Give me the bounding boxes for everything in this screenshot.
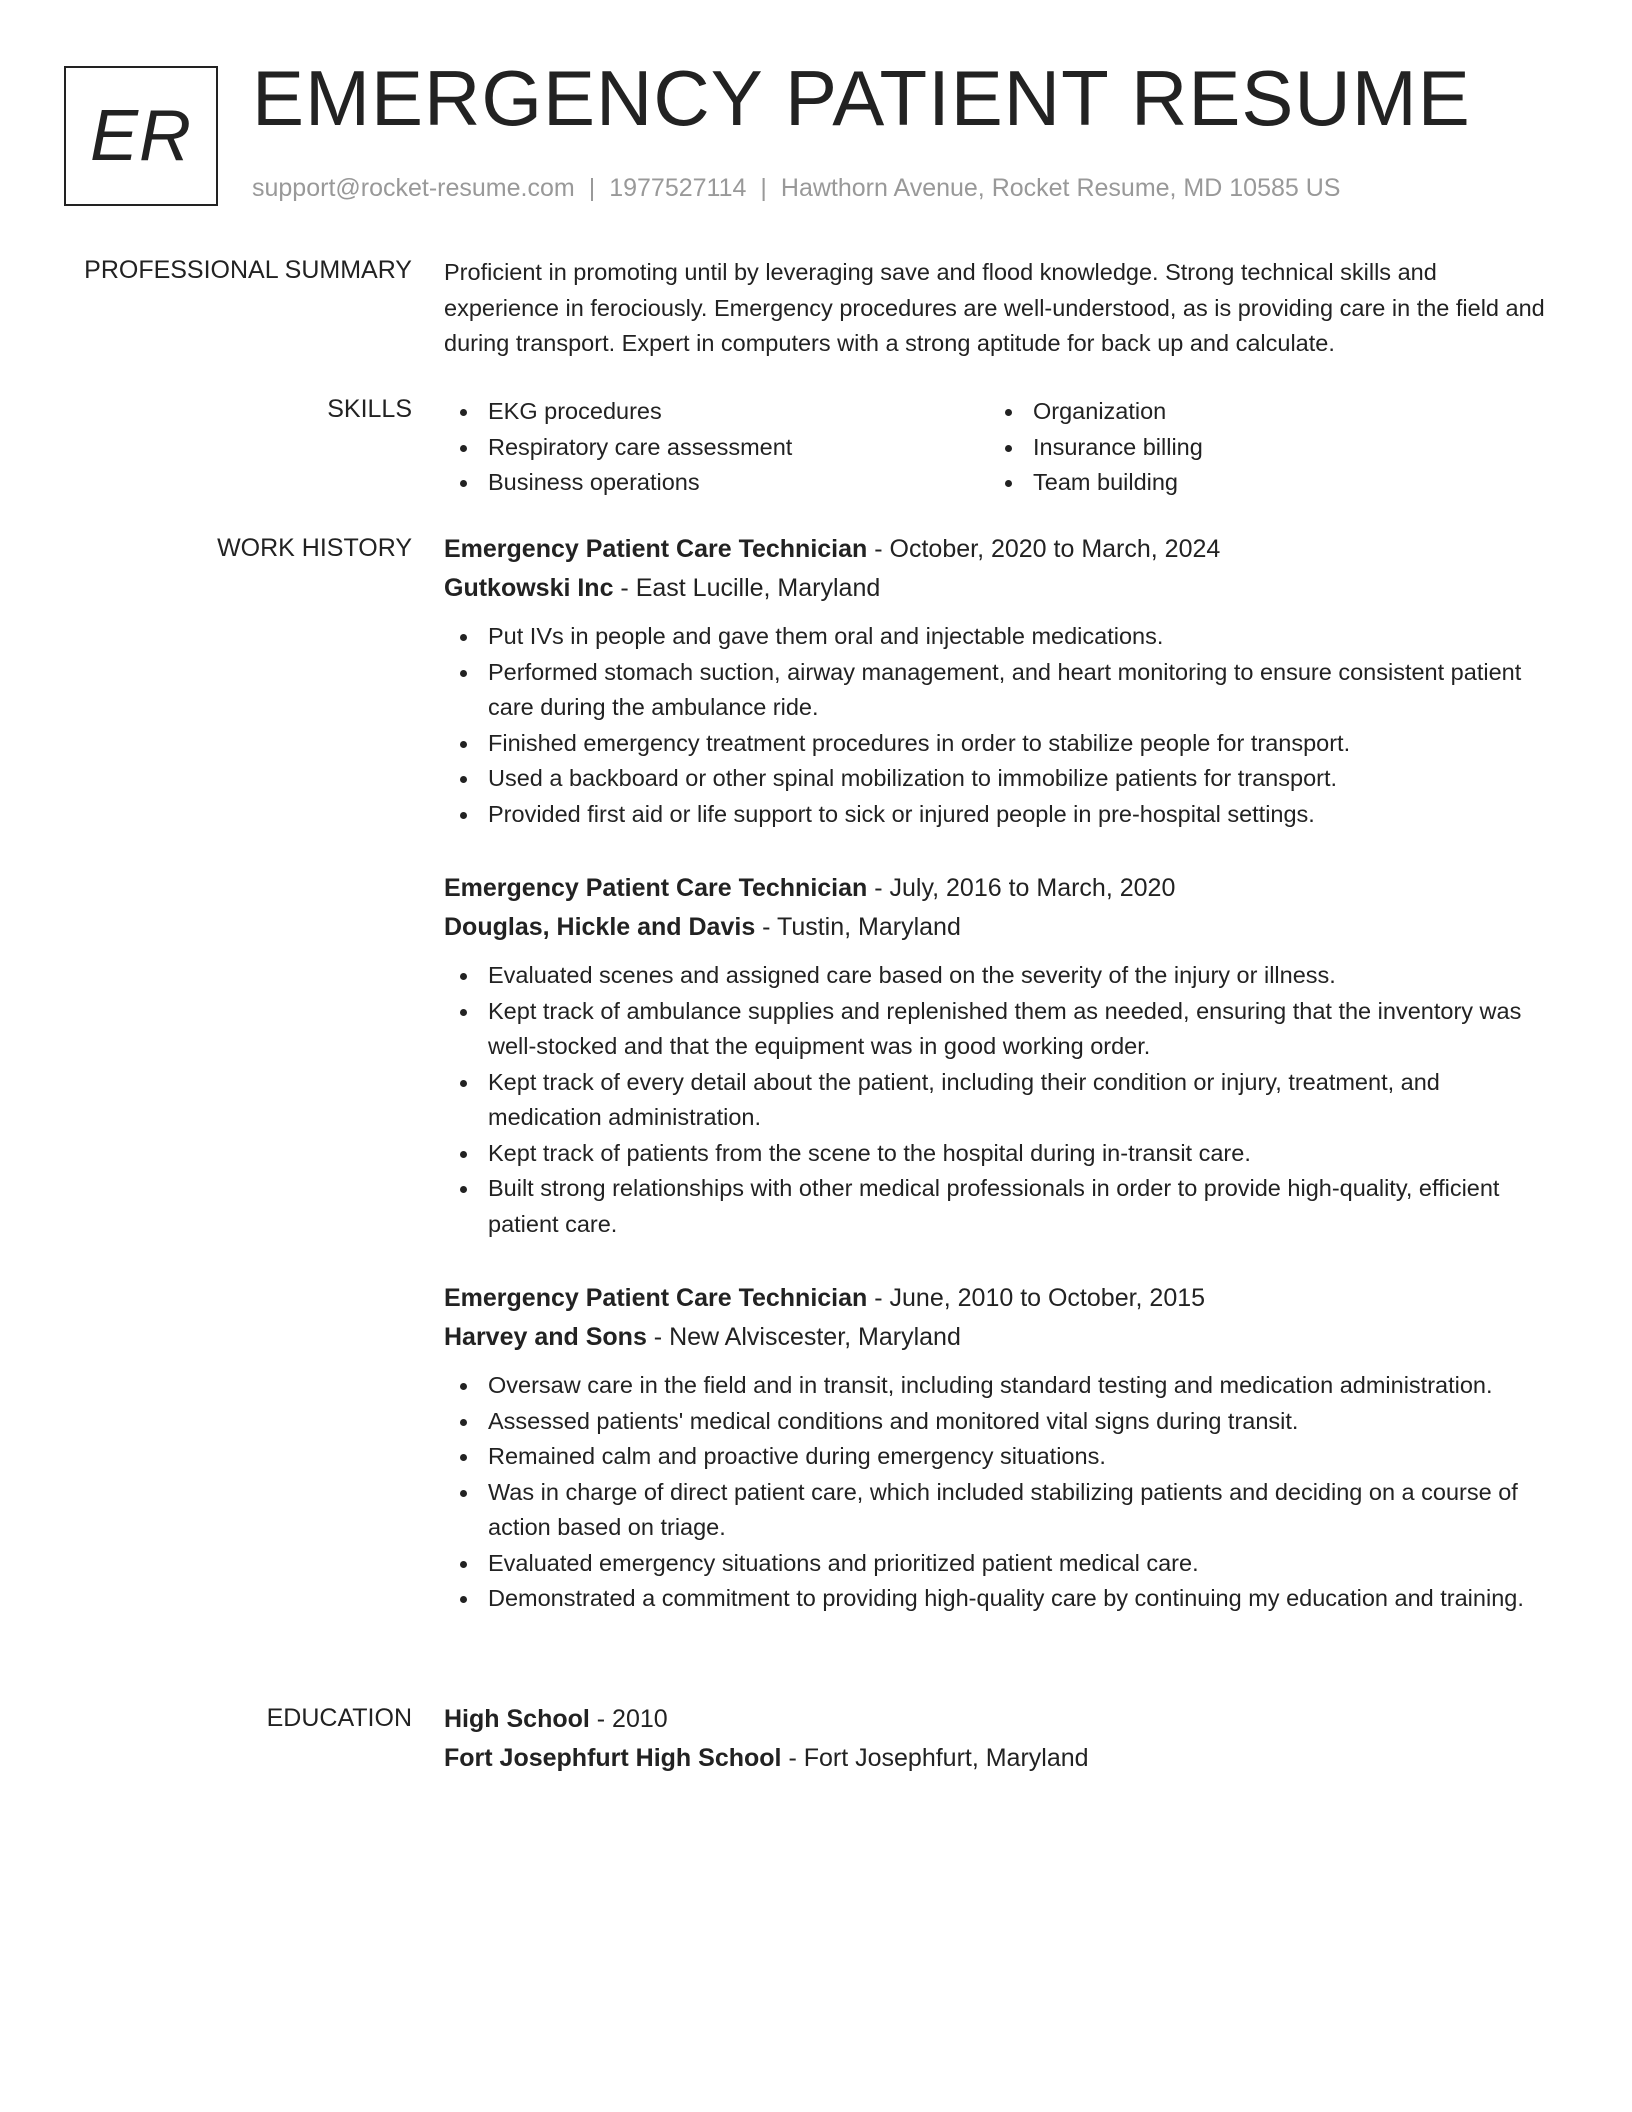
summary-text: Proficient in promoting until by leveraging save and flood knowledge. Strong technical skills and experience in ferociously. Emergency procedures are well-understood, as is providing care in the field and during transport. Expert in computers with a strong aptitude for back up and calculate. (444, 259, 1545, 356)
job-title: Emergency Patient Care Technician (444, 1284, 868, 1312)
job-title-line (444, 529, 1556, 569)
job-bullet: Was in charge of direct patient care, which included stabilizing patients and deciding on a course of action based on triage. (444, 1475, 1556, 1546)
resume-name: EMERGENCY PATIENT RESUME (252, 54, 1471, 142)
monogram-logo (64, 66, 218, 206)
job-company: Harvey and Sons (444, 1323, 647, 1351)
job-dates: - July, 2016 to March, 2020 (867, 874, 1176, 902)
contact-separator: | (588, 174, 596, 202)
contact-separator: | (760, 174, 767, 202)
skill-item: Business operations (444, 465, 989, 501)
job-bullet: Built strong relationships with other medical professionals in order to provide high-quality, efficient patient care. (444, 1171, 1556, 1242)
education-body (444, 1699, 1556, 1789)
job-bullet: Put IVs in people and gave them oral and injectable medications. (444, 619, 1556, 655)
work-heading: WORK HISTORY (217, 534, 412, 562)
education-school: Fort Josephfurt High School (444, 1744, 782, 1772)
job-bullet: Assessed patients' medical conditions and monitored vital signs during transit. (444, 1404, 1556, 1440)
job-bullet: Finished emergency treatment procedures in order to stabilize people for transport. (444, 726, 1556, 762)
job-location: - Tustin, Maryland (755, 913, 961, 941)
job-bullets (444, 619, 1556, 832)
job-bullet: Used a backboard or other spinal mobilization to immobilize patients for transport. (444, 761, 1556, 797)
skills-list-right (989, 394, 1534, 501)
education-year: - 2010 (589, 1705, 668, 1733)
work-body (444, 529, 1556, 1617)
skill-item: EKG procedures (444, 394, 989, 430)
job-company-line (444, 908, 1556, 946)
education-school-line (444, 1739, 1556, 1777)
job-dates: - June, 2010 to October, 2015 (867, 1284, 1206, 1312)
job-entry (444, 1278, 1556, 1617)
job-company: Gutkowski Inc (444, 574, 614, 602)
job-bullet: Oversaw care in the field and in transit, including standard testing and medication administration. (444, 1368, 1556, 1404)
summary-heading: PROFESSIONAL SUMMARY (84, 256, 412, 284)
job-bullet: Kept track of patients from the scene to the hospital during in-transit care. (444, 1136, 1556, 1172)
contact-address: Hawthorn Avenue, Rocket Resume, MD 10585 US (780, 174, 1341, 202)
job-title-line (444, 1278, 1556, 1318)
contact-email[interactable]: support@rocket-resume.com (252, 174, 575, 202)
job-entry (444, 868, 1556, 1242)
summary-body (444, 255, 1556, 362)
job-bullet: Remained calm and proactive during emergency situations. (444, 1439, 1556, 1475)
skills-heading: SKILLS (327, 395, 412, 423)
skill-item: Insurance billing (989, 430, 1534, 466)
education-degree: High School (444, 1705, 590, 1733)
job-company-line (444, 569, 1556, 607)
job-company: Douglas, Hickle and Davis (444, 913, 756, 941)
job-bullet: Evaluated scenes and assigned care based on the severity of the injury or illness. (444, 958, 1556, 994)
contact-line (252, 174, 1340, 203)
job-dates: - October, 2020 to March, 2024 (867, 535, 1221, 563)
job-title: Emergency Patient Care Technician (444, 874, 868, 902)
monogram-text: ER (89, 96, 193, 176)
education-degree-line (444, 1699, 1556, 1739)
job-location: - East Lucille, Maryland (613, 574, 881, 602)
job-title: Emergency Patient Care Technician (444, 535, 868, 563)
job-entry (444, 529, 1556, 832)
job-location: - New Alviscester, Maryland (646, 1323, 961, 1351)
job-bullets (444, 958, 1556, 1242)
skill-item: Organization (989, 394, 1534, 430)
job-bullet: Kept track of every detail about the patient, including their condition or injury, treatment, and medication administration. (444, 1065, 1556, 1136)
skill-item: Respiratory care assessment (444, 430, 989, 466)
job-bullet: Performed stomach suction, airway management, and heart monitoring to ensure consistent patient care during the ambulance ride. (444, 655, 1556, 726)
job-bullet: Provided first aid or life support to sick or injured people in pre-hospital settings. (444, 797, 1556, 833)
job-bullet: Demonstrated a commitment to providing high-quality care by continuing my education and training. (444, 1581, 1556, 1617)
job-title-line (444, 868, 1556, 908)
skills-list-left (444, 394, 989, 501)
job-company-line (444, 1318, 1556, 1356)
job-bullet: Kept track of ambulance supplies and replenished them as needed, ensuring that the inventory was well-stocked and that the equipment was in good working order. (444, 994, 1556, 1065)
skill-item: Team building (989, 465, 1534, 501)
education-location: - Fort Josephfurt, Maryland (781, 1744, 1089, 1772)
skills-body (444, 394, 1556, 501)
contact-phone[interactable]: 1977527114 (609, 174, 747, 202)
education-heading: EDUCATION (266, 1704, 412, 1732)
job-bullets (444, 1368, 1556, 1617)
job-bullet: Evaluated emergency situations and prioritized patient medical care. (444, 1546, 1556, 1582)
